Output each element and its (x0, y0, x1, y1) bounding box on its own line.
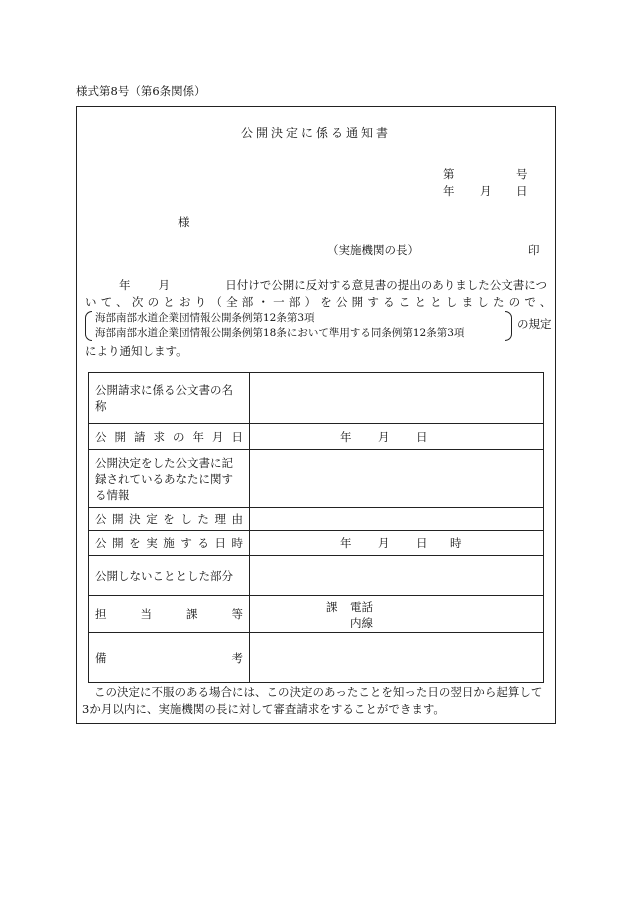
body-line-last: により通知します。 (85, 344, 188, 358)
label-responsible-section: 担 当 課 等 (89, 596, 250, 633)
addressee-honorific: 様 (178, 215, 190, 229)
clause-option-1: 海部南部水道企業団情報公開条例第12条第3項 (95, 312, 315, 324)
value-personal-info (250, 450, 544, 508)
phone-label: 電話 (350, 600, 373, 614)
bracket-left (85, 311, 92, 341)
value-undisclosed-part (250, 556, 544, 596)
bracket-tail: の規定 (517, 317, 552, 331)
value-request-date (250, 424, 544, 450)
issuer-name: （実施機関の長） (327, 243, 419, 257)
label-personal-info: 公開決定をした公文書に記録されているあなたに関する情報 (89, 450, 250, 508)
date-year: 年 (443, 184, 455, 198)
extension-label: 内線 (350, 616, 373, 630)
date-day: 日 (516, 184, 528, 198)
request-month: 月 (378, 429, 390, 444)
label-disclosure-datetime: 公 開 を 実 施 す る 日 時 (89, 531, 250, 556)
disclosure-day: 日 (416, 536, 428, 550)
disclosure-hour: 時 (450, 536, 462, 550)
request-year: 年 (340, 429, 352, 444)
doc-number-label: 第 (443, 167, 455, 181)
document-title: 公開決定に係る通知書 (240, 126, 391, 140)
value-decision-reason (250, 508, 544, 531)
form-number: 様式第8号（第6条関係） (76, 84, 206, 98)
clause-option-2: 海部南部水道企業団情報公開条例第18条において準用する同条例第12条第3項 (95, 327, 465, 339)
disclosure-year: 年 (340, 536, 352, 550)
body-month: 月 (158, 278, 170, 292)
table-row (89, 424, 544, 450)
table-row (89, 373, 544, 424)
bracket-right (505, 311, 512, 341)
value-remarks (250, 633, 544, 683)
request-day: 日 (416, 429, 428, 444)
table-row (89, 596, 544, 633)
date-month: 月 (480, 184, 492, 198)
body-line-2: いて、次のとおり（全部・一部）を公開することとしましたので、 (85, 294, 556, 309)
table-row (89, 508, 544, 531)
notice-body (85, 277, 556, 360)
disclosure-month: 月 (378, 536, 390, 550)
body-line-1 (85, 277, 547, 294)
notice-info-table (88, 372, 544, 683)
seal-mark: 印 (528, 243, 540, 257)
label-undisclosed-part: 公開しないこととした部分 (89, 556, 250, 596)
appeal-note-line-1: この決定に不服のある場合には、この決定のあったことを知った日の翌日から起算して (94, 685, 543, 699)
label-document-name: 公開請求に係る公文書の名称 (89, 373, 250, 424)
body-year: 年 (119, 278, 131, 292)
value-disclosure-datetime (250, 531, 544, 556)
table-row (89, 531, 544, 556)
table-row (89, 633, 544, 683)
label-request-date: 公 開 請 求 の 年 月 日 (89, 424, 250, 450)
clause-bracket (85, 311, 552, 345)
table-row (89, 556, 544, 596)
section-suffix: 課 (326, 600, 338, 614)
doc-number-suffix: 号 (516, 167, 528, 181)
label-decision-reason: 公 開 決 定 を し た 理 由 (89, 508, 250, 531)
value-responsible-section (250, 596, 544, 633)
table-row (89, 450, 544, 508)
appeal-note-line-2: 3か月以内に、実施機関の長に対して審査請求をすることができます。 (82, 702, 445, 716)
label-remarks: 備 考 (89, 633, 250, 683)
body-line-1-rest: 日付けで公開に反対する意見書の提出のありました公文書につ (225, 278, 547, 292)
value-document-name (250, 373, 544, 424)
appeal-note (82, 684, 552, 718)
